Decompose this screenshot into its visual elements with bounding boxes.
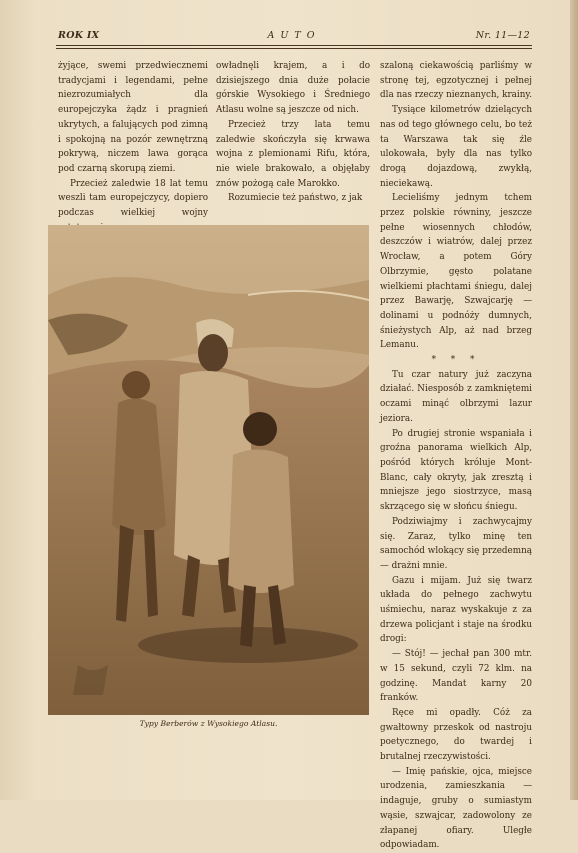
column-2: [216, 59, 370, 206]
section-separator: * * *: [431, 355, 481, 366]
column-3: [380, 59, 532, 853]
photo-illustration: [48, 225, 369, 715]
header-issue: Nr. 11—12: [475, 30, 530, 41]
paragraph: Lecieliśmy jednym tchem przez polskie równiny, jeszcze pełne wiosennych chłodów, deszczów i wiatrów, dalej przez Wrocław, a potem Góry Olbrzymie, gęsto polatane wielkiemi płachtami śniegu, dalej przez Bawarję, Szwajcarję — dolinami u podnóży dumnych, śnieżystych Alp, aż nad brzeg Lemanu.: [380, 193, 532, 351]
paragraph: Przecież trzy lata temu zaledwie skończyła się krwawa wojna z plemionami Rifu, która, nie wiele brakowało, a objęłaby znów pożogą całe Marokko.: [216, 119, 370, 189]
paragraph: Po drugiej stronie wspaniała i groźna panorama wielkich Alp, pośród których króluje Mont-Blanc, cały okryty, jak zresztą i mniejsze jego siostrzyce, masą skrzącego się w słońcu śniegu.: [380, 428, 532, 513]
running-header: [58, 30, 530, 44]
paragraph: Rozumiecie też państwo, z jak: [228, 193, 363, 204]
paragraph: owładnęli krajem, a i do dzisiejszego dnia duże połacie górskie Wysokiego i Średniego Atlasu wolne są jeszcze od nich.: [216, 61, 370, 116]
photograph-berbers: [48, 225, 369, 715]
paragraph: szaloną ciekawością parliśmy w stronę tej, egzotycznej i pełnej dla nas rzeczy nieznanych, krainy.: [380, 61, 532, 101]
paragraph: Tysiące kilometrów dzielących nas od tego głównego celu, bo też ta Warszawa tak się źle ulokowała, były dla nas tylko drogą dojazdową, zwykłą, nieciekawą.: [380, 105, 532, 189]
photo-caption: Typy Berberów z Wysokiego Atlasu.: [139, 719, 278, 728]
paragraph: żyjące, swemi przedwiecznemi tradycjami i legendami, pełne niezrozumiałych dla europejczyka żądz i pragnień ukrytych, a falujących pod zimną i spokojną na pozór zewnętrzną pokrywą, niczem lawa gorąca pod czarną skorupą ziemi.: [58, 61, 208, 174]
header-rule: [56, 45, 532, 46]
header-volume: ROK IX: [58, 30, 100, 41]
column-1: [58, 59, 208, 235]
paragraph: — Imię pańskie, ojca, miejsce urodzenia, zamieszkania — indaguje, gruby o sumiastym wąsie, szwajcar, zadowolony ze złapanej ofiary. Uległe odpowiadam.: [380, 766, 532, 851]
paragraph: Ręce mi opadły. Cóż za gwałtowny przeskok od nastroju poetycznego, do twardej i brutalnej rzeczywistości.: [380, 707, 532, 763]
paragraph: Gazu i mijam. Już się twarz układa do pełnego zachwytu uśmiechu, naraz wyskakuje z za drzewa policjant i staje na środku drogi:: [380, 575, 532, 645]
paragraph: Podziwiajmy i zachwycajmy się. Zaraz, tylko minę ten samochód wlokący się przedemną — drażni mnie.: [380, 516, 532, 571]
paragraph: — Stój! — jechał pan 300 mtr. w 15 sekund, czyli 72 klm. na godzinę. Mandat karny 20 franków.: [380, 649, 532, 704]
header-rule-thin: [56, 48, 532, 49]
paragraph: Przecież zaledwie 18 lat temu weszli tam europejczycy, dopiero podczas wielkiej wojny: [58, 178, 208, 219]
header-title: AUTO: [267, 30, 321, 41]
paragraph: Tu czar natury już zaczyna działać. Niesposób z zamkniętemi oczami minąć olbrzymi lazur jeziora.: [380, 369, 532, 424]
page-spine-shadow: [570, 0, 578, 800]
